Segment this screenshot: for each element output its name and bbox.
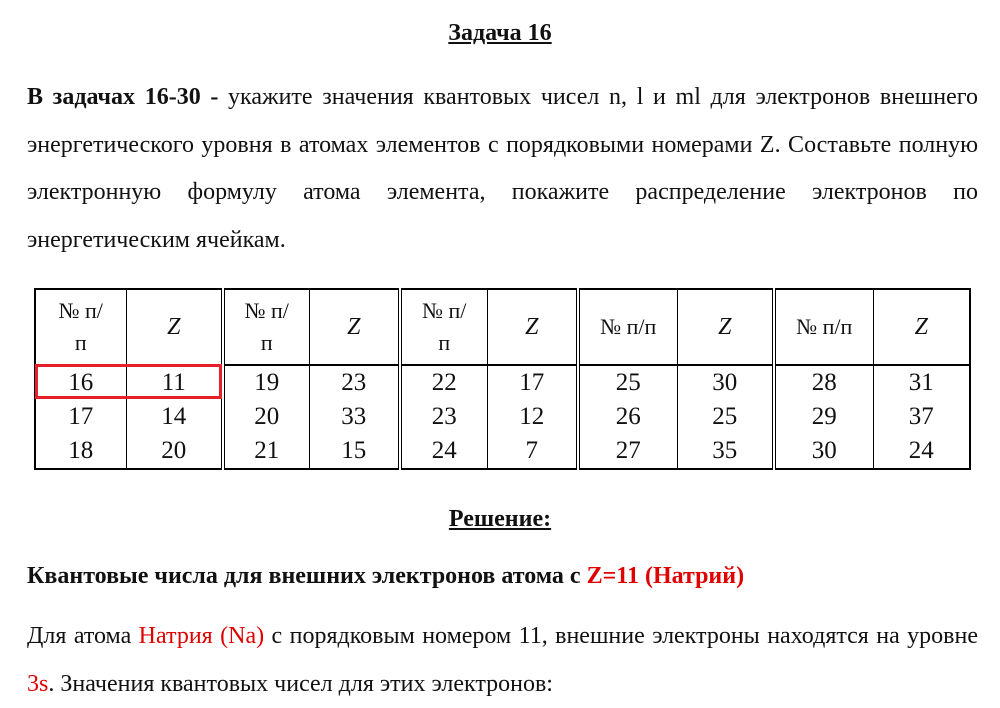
header-z: Z — [126, 289, 223, 365]
table-cell: 12 — [487, 400, 578, 434]
solution-text: с порядковым номером 11, внешние электроны находятся на уровне — [264, 623, 978, 649]
task-statement-text: укажите значения квантовых чисел n, l и ml для электронов внешнего энергетического уровня в атомах элементов с порядковыми номерами Z. Составьте полную электронную формулу атома элемента, покажите распределение электронов по энергетическим ячейкам. — [27, 84, 978, 253]
table-cell: 25 — [578, 365, 677, 400]
table-cell: 28 — [774, 365, 873, 400]
table-cell: 11 — [126, 365, 223, 400]
table-cell: 26 — [578, 400, 677, 434]
element-highlight: Z=11 (Натрий) — [586, 563, 745, 589]
table-cell: 35 — [677, 434, 774, 469]
task-title: Задача 16 — [448, 20, 552, 46]
header-z: Z — [677, 289, 774, 365]
table-cell: 14 — [126, 400, 223, 434]
table-cell: 23 — [309, 365, 400, 400]
table-header-row — [35, 289, 970, 365]
table-cell: 22 — [400, 365, 487, 400]
table-cell: 17 — [35, 400, 126, 434]
element-name-highlight: Натрия (Na) — [138, 623, 265, 649]
header-num: № п/п — [223, 289, 309, 365]
table-row — [35, 434, 970, 469]
selected-task-highlight — [35, 364, 222, 399]
table-cell: 25 — [677, 400, 774, 434]
table-cell: 17 — [487, 365, 578, 400]
table-cell: 21 — [223, 434, 309, 469]
table-cell: 7 — [487, 434, 578, 469]
header-z: Z — [873, 289, 970, 365]
header-num: № п/п — [400, 289, 487, 365]
header-num: № п/п — [35, 289, 126, 365]
task-statement — [27, 74, 978, 264]
solution-subtitle — [27, 563, 744, 590]
table-cell: 24 — [400, 434, 487, 469]
header-z: Z — [487, 289, 578, 365]
table-cell: 27 — [578, 434, 677, 469]
table-cell: 19 — [223, 365, 309, 400]
table-cell: 20 — [126, 434, 223, 469]
solution-title: Решение: — [448, 506, 552, 532]
solution-subtitle-text: Квантовые числа для внешних электронов атома с — [27, 563, 587, 589]
solution-paragraph — [27, 613, 978, 708]
header-num: № п/п — [578, 289, 677, 365]
table-cell: 29 — [774, 400, 873, 434]
table-cell: 24 — [873, 434, 970, 469]
table-cell: 15 — [309, 434, 400, 469]
table-cell: 23 — [400, 400, 487, 434]
table-cell: 30 — [774, 434, 873, 469]
header-z: Z — [309, 289, 400, 365]
table-cell: 31 — [873, 365, 970, 400]
table-row — [35, 400, 970, 434]
table-cell: 37 — [873, 400, 970, 434]
table-cell: 16 — [35, 365, 126, 400]
table-cell: 18 — [35, 434, 126, 469]
solution-text: Для атома — [27, 623, 139, 649]
orbital-highlight: 3s — [27, 670, 49, 697]
table-cell: 20 — [223, 400, 309, 434]
header-num: № п/п — [774, 289, 873, 365]
table-cell: 33 — [309, 400, 400, 434]
task-range-label: В задачах 16-30 - — [27, 84, 219, 110]
table-cell: 30 — [677, 365, 774, 400]
solution-text: . Значения квантовых чисел для этих электронов: — [48, 670, 553, 697]
